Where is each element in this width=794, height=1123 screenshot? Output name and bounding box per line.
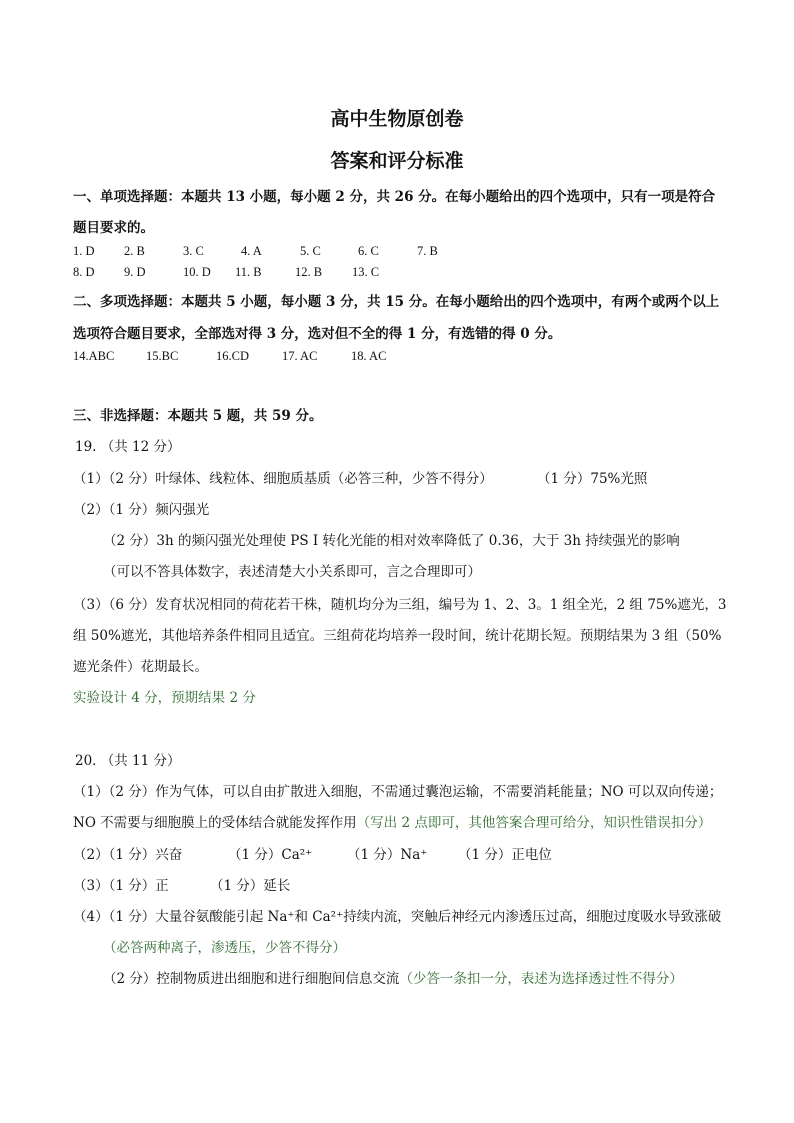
q20-part2-answer-b: （1 分）Ca²⁺ — [228, 847, 313, 863]
q20-header: 20. （共 11 分） — [75, 753, 181, 769]
answer-15: 15.BC — [146, 349, 179, 363]
q20-part4-answer-b: （2 分）控制物质进出细胞和进行细胞间信息交流 — [103, 971, 400, 987]
q20-part1-line1: （1）（2 分）作为气体，可以自由扩散进入细胞，不需通过囊泡运输，不需要消耗能量；NO 可以双向传递； — [73, 784, 723, 800]
section2-heading-line1: 二、多项选择题：本题共 5 小题，每小题 3 分，共 15 分。在每小题给出的四个选项中，有两个或两个以上 — [73, 294, 720, 310]
answer-7: 7. B — [417, 244, 438, 258]
q20-part3-answer-a: （3）（1 分）正 — [73, 878, 169, 894]
section1-heading-line1: 一、单项选择题：本题共 13 小题，每小题 2 分，共 26 分。在每小题给出的四个选项中，只有一项是符合 — [73, 189, 716, 205]
q19-part3-line1: （3）（6 分）发育状况相同的荷花若干株，随机均分为三组，编号为 1、2、3。1 组全光，2 组 75%遮光，3 — [73, 597, 727, 613]
answer-5: 5. C — [300, 244, 321, 258]
q20-part4-b-note: （少答一条扣一分，表述为选择透过性不得分） — [399, 971, 683, 987]
q20-part2-answer-c: （1 分）Na⁺ — [347, 847, 428, 863]
q19-part1-answer-b: （1 分）75%光照 — [537, 471, 648, 487]
q19-part1-answer: （1）（2 分）叶绿体、线粒体、细胞质基质 — [73, 471, 331, 487]
q20-part1-line2: NO 不需要与细胞膜上的受体结合就能发挥作用 — [73, 815, 357, 831]
answer-10: 10. D — [183, 265, 211, 279]
answer-12: 12. B — [295, 265, 323, 279]
section2-heading-line2: 选项符合题目要求，全部选对得 3 分，选对但不全的得 1 分，有选错的得 0 分。 — [73, 326, 562, 342]
answer-1: 1. D — [73, 244, 95, 258]
q19-part2-answer: （2）（1 分）频闪强光 — [73, 502, 210, 518]
section1-heading-line2: 题目要求的。 — [73, 220, 154, 236]
answer-9: 9. D — [124, 265, 146, 279]
q20-part2-answer-d: （1 分）正电位 — [458, 847, 552, 863]
q20-part4-note: （必答两种离子，渗透压，少答不得分） — [103, 940, 346, 956]
answer-16: 16.CD — [216, 349, 249, 363]
q20-part4-line1: （4）（1 分）大量谷氨酸能引起 Na⁺和 Ca²⁺持续内流，突触后神经元内渗透压过高，细胞过度吸水导致涨破 — [73, 909, 722, 925]
answer-17: 17. AC — [282, 349, 318, 363]
answer-18: 18. AC — [351, 349, 387, 363]
q19-part3-line2: 组 50%遮光，其他培养条件相同且适宜。三组荷花均培养一段时间，统计花期长短。预期结果为 3 组（50% — [73, 628, 722, 644]
q19-part2-note: （可以不答具体数字，表述清楚大小关系即可，言之合理即可） — [103, 564, 481, 580]
q19-part3-line3: 遮光条件）花期最长。 — [73, 659, 208, 675]
q19-header: 19. （共 12 分） — [75, 439, 181, 455]
answer-4: 4. A — [241, 244, 262, 258]
q19-part2-answer-b: （2 分）3h 的频闪强光处理使 PS I 转化光能的相对效率降低了 0.36，大于 3h 持续强光的影响 — [103, 533, 680, 549]
q20-part3-answer-b: （1 分）延长 — [210, 878, 291, 894]
answer-2: 2. B — [124, 244, 145, 258]
answer-13: 13. C — [352, 265, 380, 279]
page-subtitle: 答案和评分标准 — [330, 150, 464, 172]
page-title: 高中生物原创卷 — [330, 108, 464, 130]
q20-part1-note: （写出 2 点即可，其他答案合理可给分，知识性错误扣分） — [356, 815, 712, 831]
section3-heading: 三、非选择题：本题共 5 题，共 59 分。 — [73, 408, 323, 424]
answer-14: 14.ABC — [73, 349, 115, 363]
q19-score-note: 实验设计 4 分，预期结果 2 分 — [73, 690, 256, 706]
q20-part2-answer-a: （2）（1 分）兴奋 — [73, 847, 183, 863]
answer-6: 6. C — [358, 244, 379, 258]
q19-part1-note: （必答三种，少答不得分） — [330, 471, 493, 487]
answer-11: 11. B — [235, 265, 262, 279]
answer-3: 3. C — [183, 244, 204, 258]
answer-8: 8. D — [73, 265, 95, 279]
